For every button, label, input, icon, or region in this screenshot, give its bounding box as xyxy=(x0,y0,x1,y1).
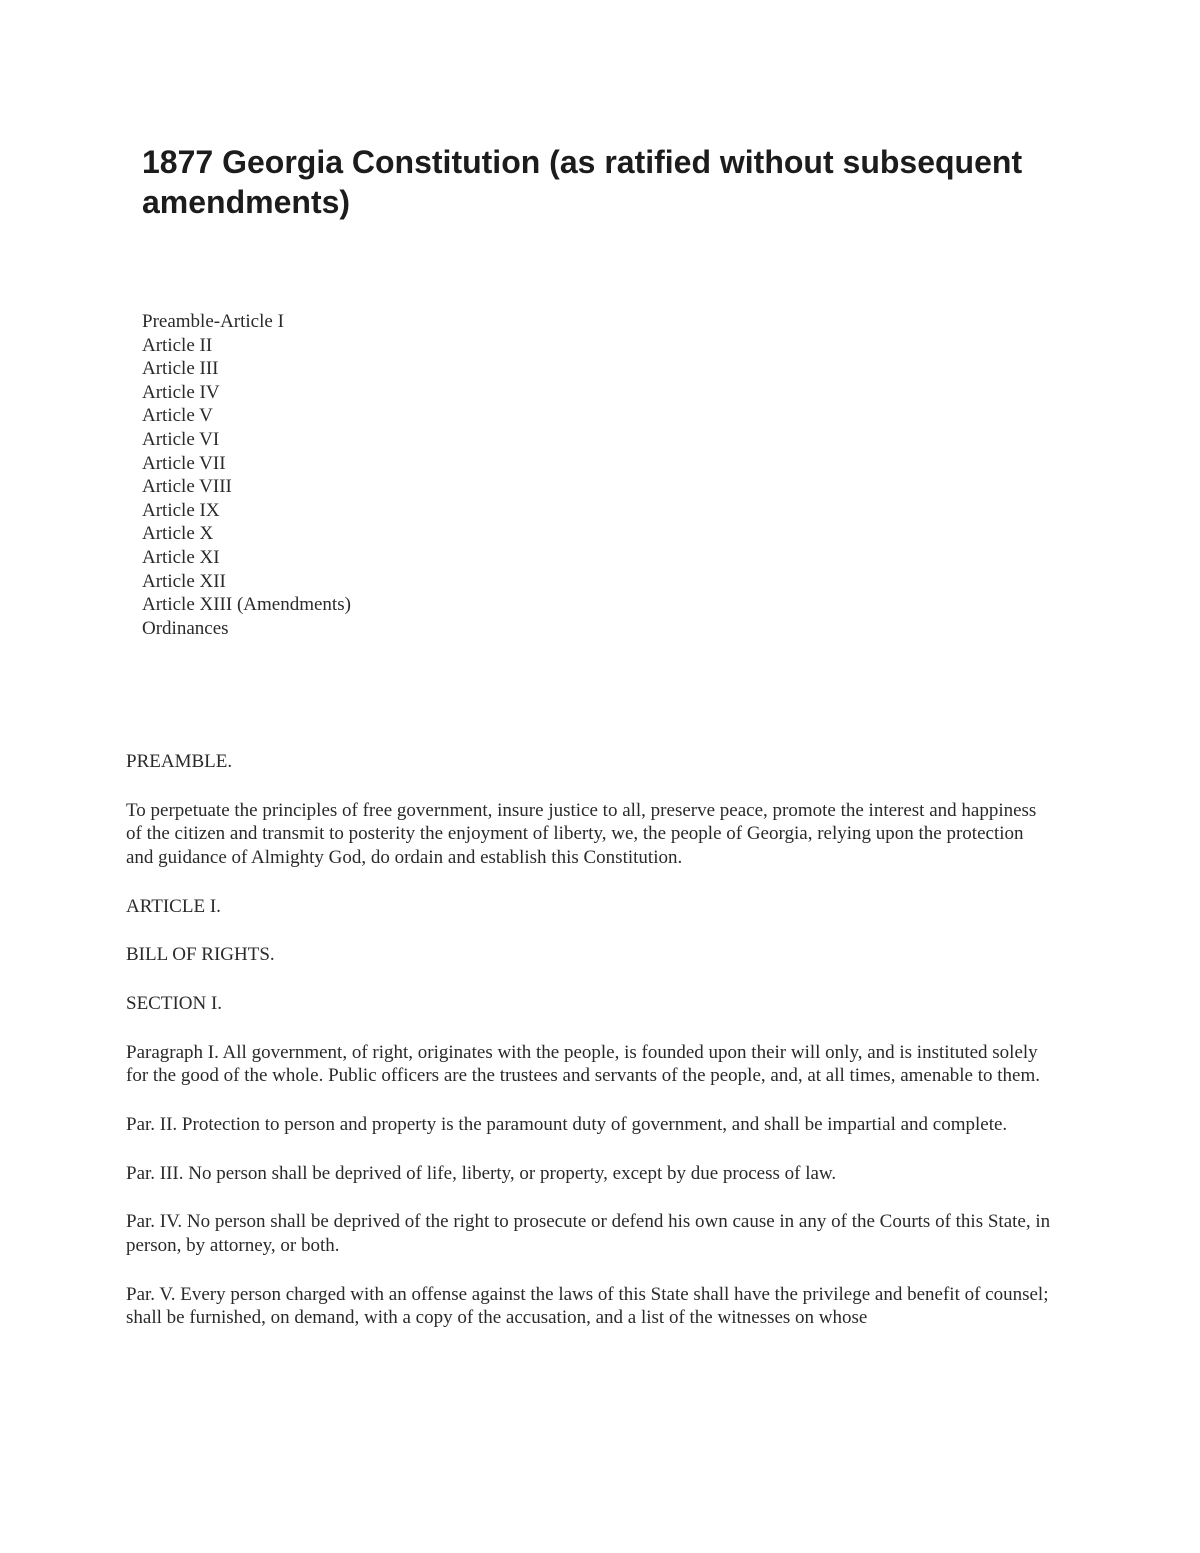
toc-item-article-11: Article XI xyxy=(142,546,220,568)
toc-item-ordinances: Ordinances xyxy=(142,617,229,639)
toc-item-article-13-amendments: Article XIII (Amendments) xyxy=(142,594,351,616)
preamble-heading: PREAMBLE. xyxy=(126,751,233,772)
paragraph-1: Paragraph I. All government, of right, originates with the people, is founded upon their will only, and is instituted solely for the good of the whole. Public officers are the trustees and servants of the people, and, at all times, amenable to them. xyxy=(126,1041,1041,1087)
toc-item-article-4: Article IV xyxy=(142,381,220,403)
article-subheading: BILL OF RIGHTS. xyxy=(126,944,275,966)
toc-item-article-2: Article II xyxy=(142,334,213,356)
article-heading: ARTICLE I. xyxy=(126,895,221,917)
paragraph-3: Par. III. No person shall be deprived of life, liberty, or property, except by due process of law. xyxy=(126,1162,837,1184)
toc-item-article-9: Article IX xyxy=(142,499,220,521)
paragraph-4: Par. IV. No person shall be deprived of the right to prosecute or defend his own cause in any of the Courts of this State, in person, by attorney, or both. xyxy=(126,1211,1051,1256)
toc-item-article-7: Article VII xyxy=(142,452,226,474)
table-of-contents xyxy=(142,310,351,640)
toc-item-article-6: Article VI xyxy=(142,428,220,450)
toc-item-article-5: Article V xyxy=(142,405,213,427)
toc-item-article-10: Article X xyxy=(142,523,214,545)
preamble-text: To perpetuate the principles of free government, insure justice to all, preserve peace, promote the interest and happiness of the citizen and transmit to posterity the enjoyment of liberty, we, the people of Georgia, relying upon the protection and guidance of Almighty God, do ordain and establish this Constitution. xyxy=(126,799,1037,869)
toc-item-article-3: Article III xyxy=(142,358,219,380)
toc-item-article-12: Article XII xyxy=(142,570,226,592)
paragraph-2: Par. II. Protection to person and property is the paramount duty of government, and shall be impartial and complete. xyxy=(126,1113,1008,1135)
toc-item-preamble-article-1: Preamble-Article I xyxy=(142,311,284,332)
document-title: 1877 Georgia Constitution (as ratified without subsequent amendments) xyxy=(142,144,1023,220)
toc-item-article-8: Article VIII xyxy=(142,476,232,498)
section-heading: SECTION I. xyxy=(126,992,223,1014)
paragraph-5: Par. V. Every person charged with an offense against the laws of this State shall have the privilege and benefit of counsel; shall be furnished, on demand, with a copy of the accusation, and a list of the witnesses on whose xyxy=(126,1283,1049,1329)
document-body xyxy=(126,750,1051,1355)
